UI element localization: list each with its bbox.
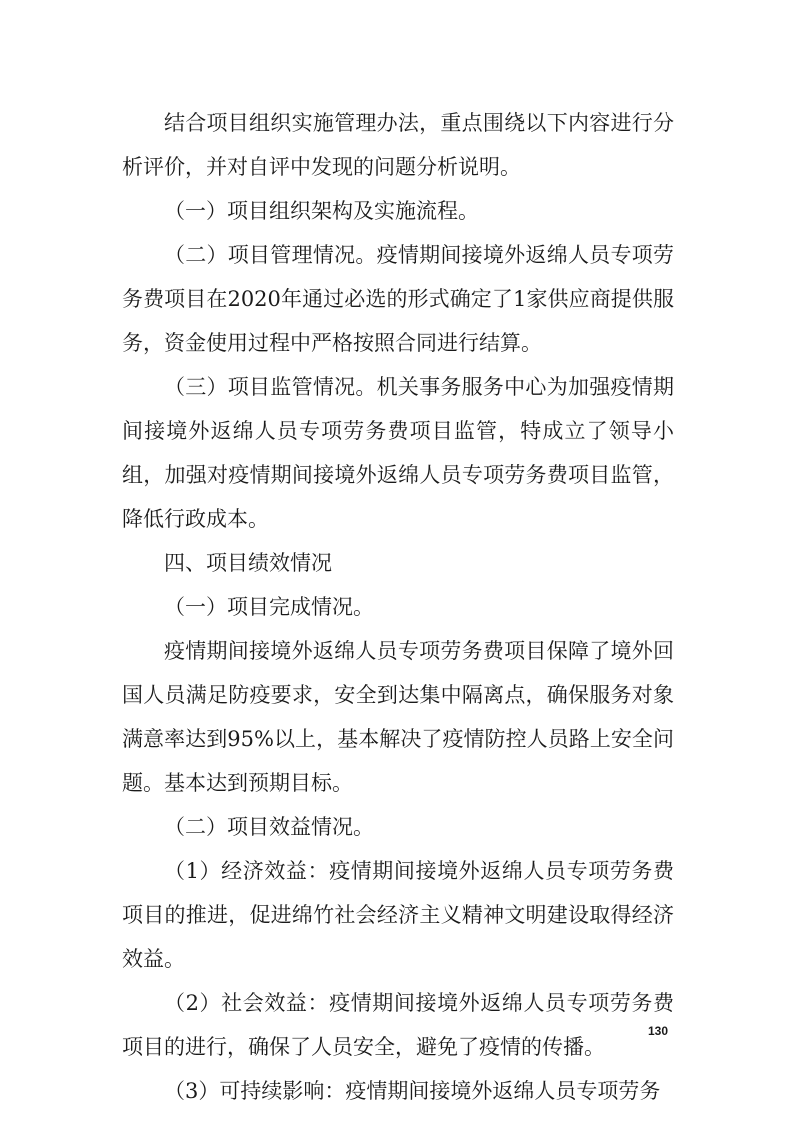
paragraph-project-supervision: （三）项目监管情况。机关事务服务中心为加强疫情期间接境外返绵人员专项劳务费项目监管，特成立了领导小组，加强对疫情期间接境外返绵人员专项劳务费项目监管，降低行政成本。: [122, 375, 674, 531]
paragraph-sustainable-impact: （3）可持续影响：疫情期间接境外返绵人员专项劳务: [164, 1079, 661, 1103]
paragraph-org-structure: （一）项目组织架构及实施流程。: [164, 199, 479, 223]
paragraph-economic-benefit: （1）经济效益：疫情期间接境外返绵人员专项劳务费项目的推进，促进绵竹社会经济主义精神文明建设取得经济效益。: [122, 859, 674, 971]
document-body: [122, 101, 674, 1113]
section-heading-performance: 四、项目绩效情况: [164, 551, 332, 575]
paragraph-social-benefit: （2）社会效益：疫情期间接境外返绵人员专项劳务费项目的进行，确保了人员安全，避免了疫情的传播。: [122, 991, 674, 1059]
paragraph-intro: 结合项目组织实施管理办法，重点围绕以下内容进行分析评价，并对自评中发现的问题分析说明。: [122, 111, 674, 179]
paragraph-project-management: （二）项目管理情况。疫情期间接境外返绵人员专项劳务费项目在2020年通过必选的形式确定了1家供应商提供服务，资金使用过程中严格按照合同进行结算。: [122, 243, 674, 355]
paragraph-completion-body: 疫情期间接境外返绵人员专项劳务费项目保障了境外回国人员满足防疫要求，安全到达集中隔离点，确保服务对象满意率达到95%以上，基本解决了疫情防控人员路上安全问题。基本达到预期目标。: [122, 639, 674, 795]
paragraph-completion-heading: （一）项目完成情况。: [164, 595, 374, 619]
paragraph-benefit-heading: （二）项目效益情况。: [164, 815, 374, 839]
page-number: 130: [648, 1024, 669, 1038]
